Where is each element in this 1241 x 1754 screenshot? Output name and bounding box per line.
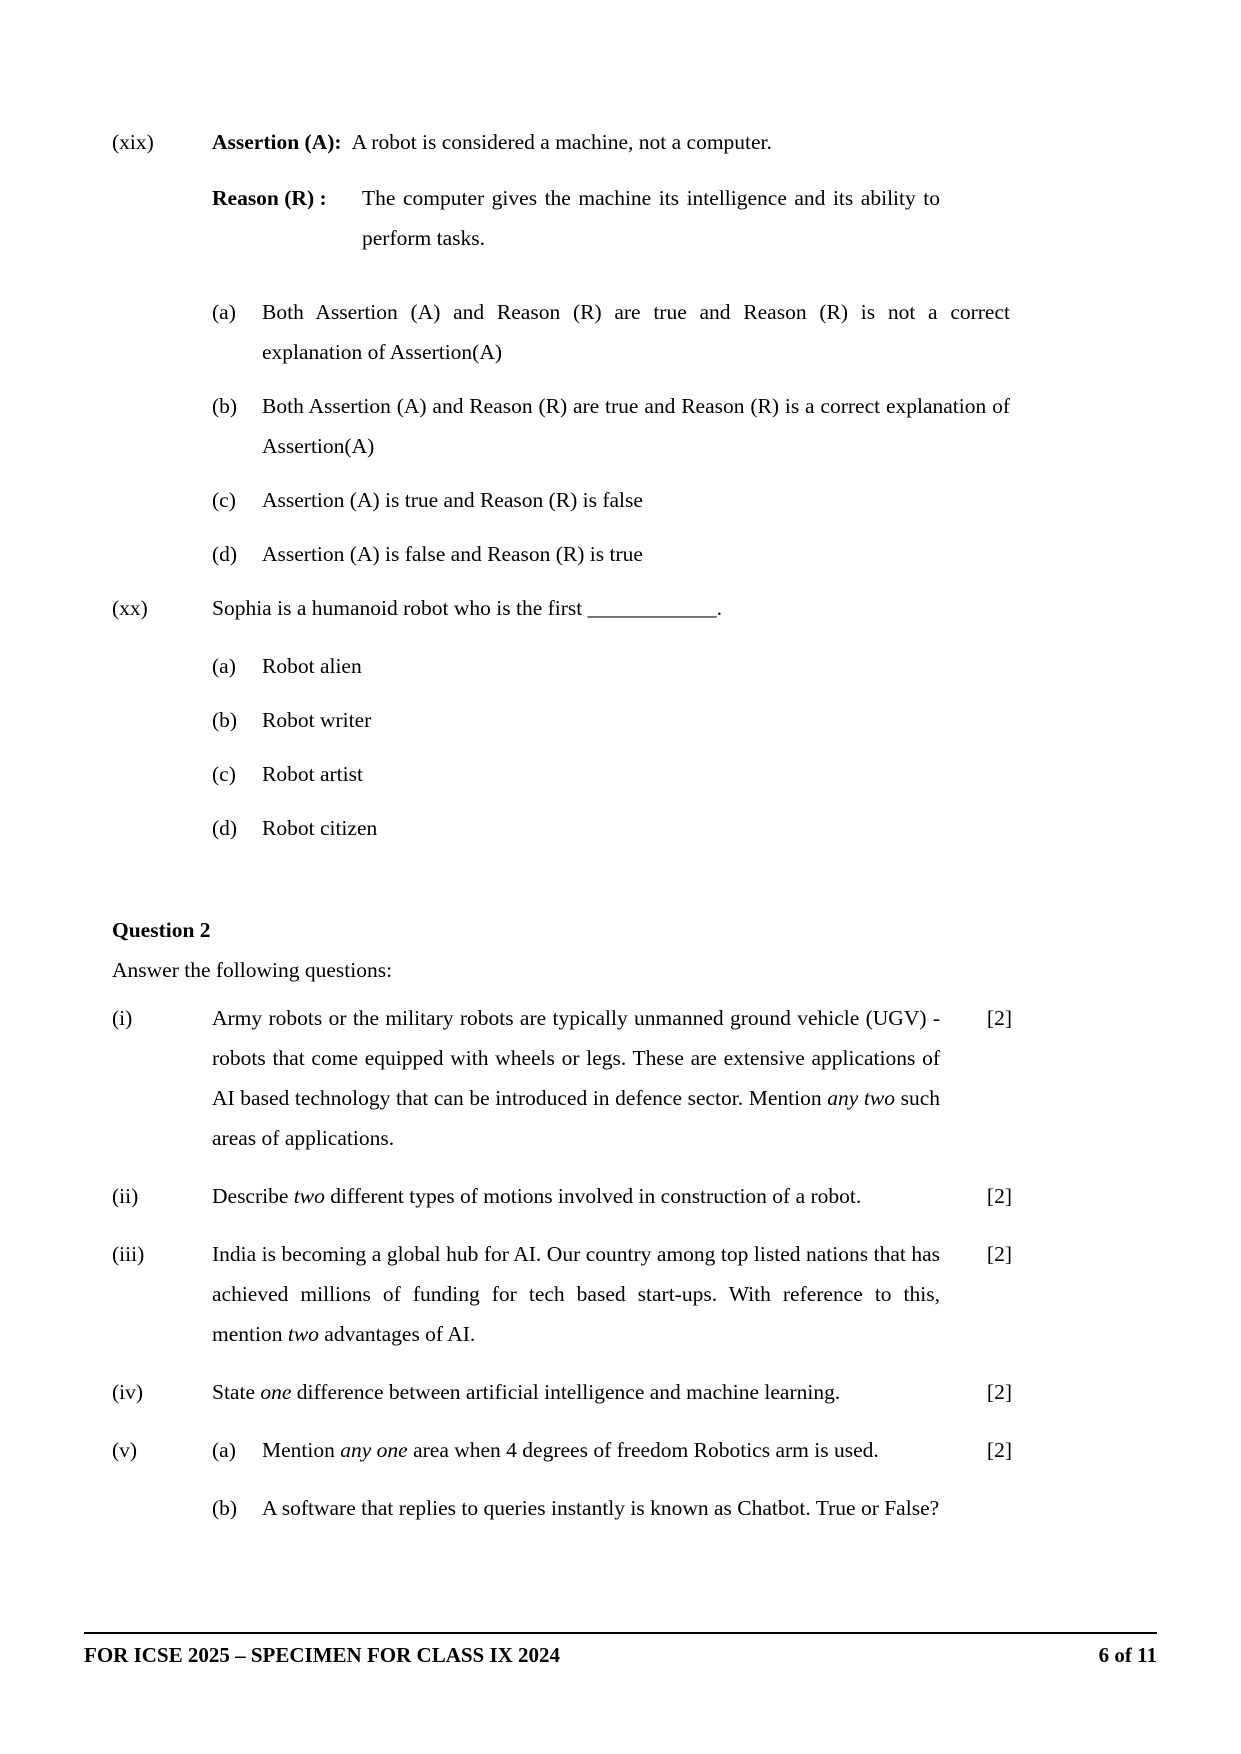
- item-number: (iii): [112, 1242, 145, 1266]
- option-row[interactable]: [112, 754, 1012, 794]
- option-key: (b): [212, 708, 238, 732]
- option-text: Robot citizen: [262, 816, 378, 840]
- option-text: Assertion (A) is true and Reason (R) is false: [262, 488, 643, 512]
- subpart-key: (b): [212, 1496, 238, 1520]
- footer-page-number: 6 of 11: [1098, 1643, 1157, 1667]
- question-xx: [112, 588, 1012, 628]
- question-xix: [112, 122, 1012, 274]
- option-text: Robot artist: [262, 762, 363, 786]
- question-2-intro: Answer the following questions:: [112, 958, 393, 982]
- option-row[interactable]: [112, 646, 1012, 686]
- option-key: (a): [212, 300, 236, 324]
- item-marks: [2]: [986, 1242, 1012, 1266]
- option-row[interactable]: [112, 808, 1012, 848]
- reason-row: [212, 178, 940, 258]
- subpart-text: A software that replies to queries instantly is known as Chatbot. True or False?: [262, 1496, 940, 1520]
- question-xx-number: (xx): [112, 596, 148, 620]
- item-text: Army robots or the military robots are typically unmanned ground vehicle (UGV) - robots that come equipped with wheels or legs. These are extensive applications of AI based technology that can be introduced in defence sector. Mention any two such areas of applications.: [212, 1006, 940, 1150]
- item-number: (iv): [112, 1380, 144, 1404]
- option-text: Both Assertion (A) and Reason (R) are true and Reason (R) is not a correct explanation of Assertion(A): [262, 300, 1010, 364]
- item-number: (i): [112, 1006, 133, 1030]
- item-marks: [2]: [986, 1438, 1012, 1462]
- question-2-item: [112, 1176, 1012, 1216]
- subpart-text: Mention any one area when 4 degrees of freedom Robotics arm is used.: [262, 1438, 879, 1462]
- question-xx-text: Sophia is a humanoid robot who is the first ____________.: [212, 596, 722, 620]
- question-2-title: Question 2: [112, 918, 211, 942]
- question-xix-number: (xix): [112, 130, 154, 154]
- option-row[interactable]: [112, 534, 1012, 574]
- option-text: Both Assertion (A) and Reason (R) are true and Reason (R) is a correct explanation of Assertion(A): [262, 394, 1010, 458]
- item-text: State one difference between artificial intelligence and machine learning.: [212, 1380, 841, 1404]
- question-2-item: [112, 1234, 1012, 1354]
- option-key: (d): [212, 816, 238, 840]
- option-row[interactable]: [112, 700, 1012, 740]
- page-footer: [84, 1632, 1157, 1668]
- question-2-item-v-a: [112, 1430, 1012, 1470]
- option-text: Assertion (A) is false and Reason (R) is true: [262, 542, 643, 566]
- footer-exam-title: FOR ICSE 2025 – SPECIMEN FOR CLASS IX 2024: [84, 1643, 561, 1667]
- item-marks: [2]: [986, 1380, 1012, 1404]
- assertion-label: Assertion (A):: [212, 130, 342, 154]
- item-text: India is becoming a global hub for AI. Our country among top listed nations that has achieved millions of funding for tech based start-ups. With reference to this, mention two advantages of AI.: [212, 1242, 940, 1346]
- item-text: Describe two different types of motions involved in construction of a robot.: [212, 1184, 862, 1208]
- option-key: (c): [212, 488, 236, 512]
- option-row[interactable]: [112, 480, 1012, 520]
- question-xix-body: [212, 122, 942, 274]
- item-marks: [2]: [986, 1184, 1012, 1208]
- option-key: (b): [212, 394, 238, 418]
- question-2-item-v-b: [112, 1488, 1012, 1528]
- option-key: (a): [212, 654, 236, 678]
- assertion-text: A robot is considered a machine, not a computer.: [351, 130, 772, 154]
- item-number: (ii): [112, 1184, 139, 1208]
- reason-text: The computer gives the machine its intelligence and its ability to perform tasks.: [362, 186, 940, 250]
- subpart-key: (a): [212, 1438, 236, 1462]
- option-row[interactable]: [112, 386, 1012, 466]
- option-row[interactable]: [112, 292, 1012, 372]
- item-marks: [2]: [986, 1006, 1012, 1030]
- question-2-item: [112, 1372, 1012, 1412]
- option-key: (d): [212, 542, 238, 566]
- question-2-item: [112, 998, 1012, 1158]
- item-number: (v): [112, 1438, 138, 1462]
- option-text: Robot alien: [262, 654, 362, 678]
- page-content: [112, 122, 1012, 1546]
- reason-label: Reason (R) :: [212, 186, 327, 210]
- option-text: Robot writer: [262, 708, 372, 732]
- assertion-row: [212, 122, 940, 162]
- option-key: (c): [212, 762, 236, 786]
